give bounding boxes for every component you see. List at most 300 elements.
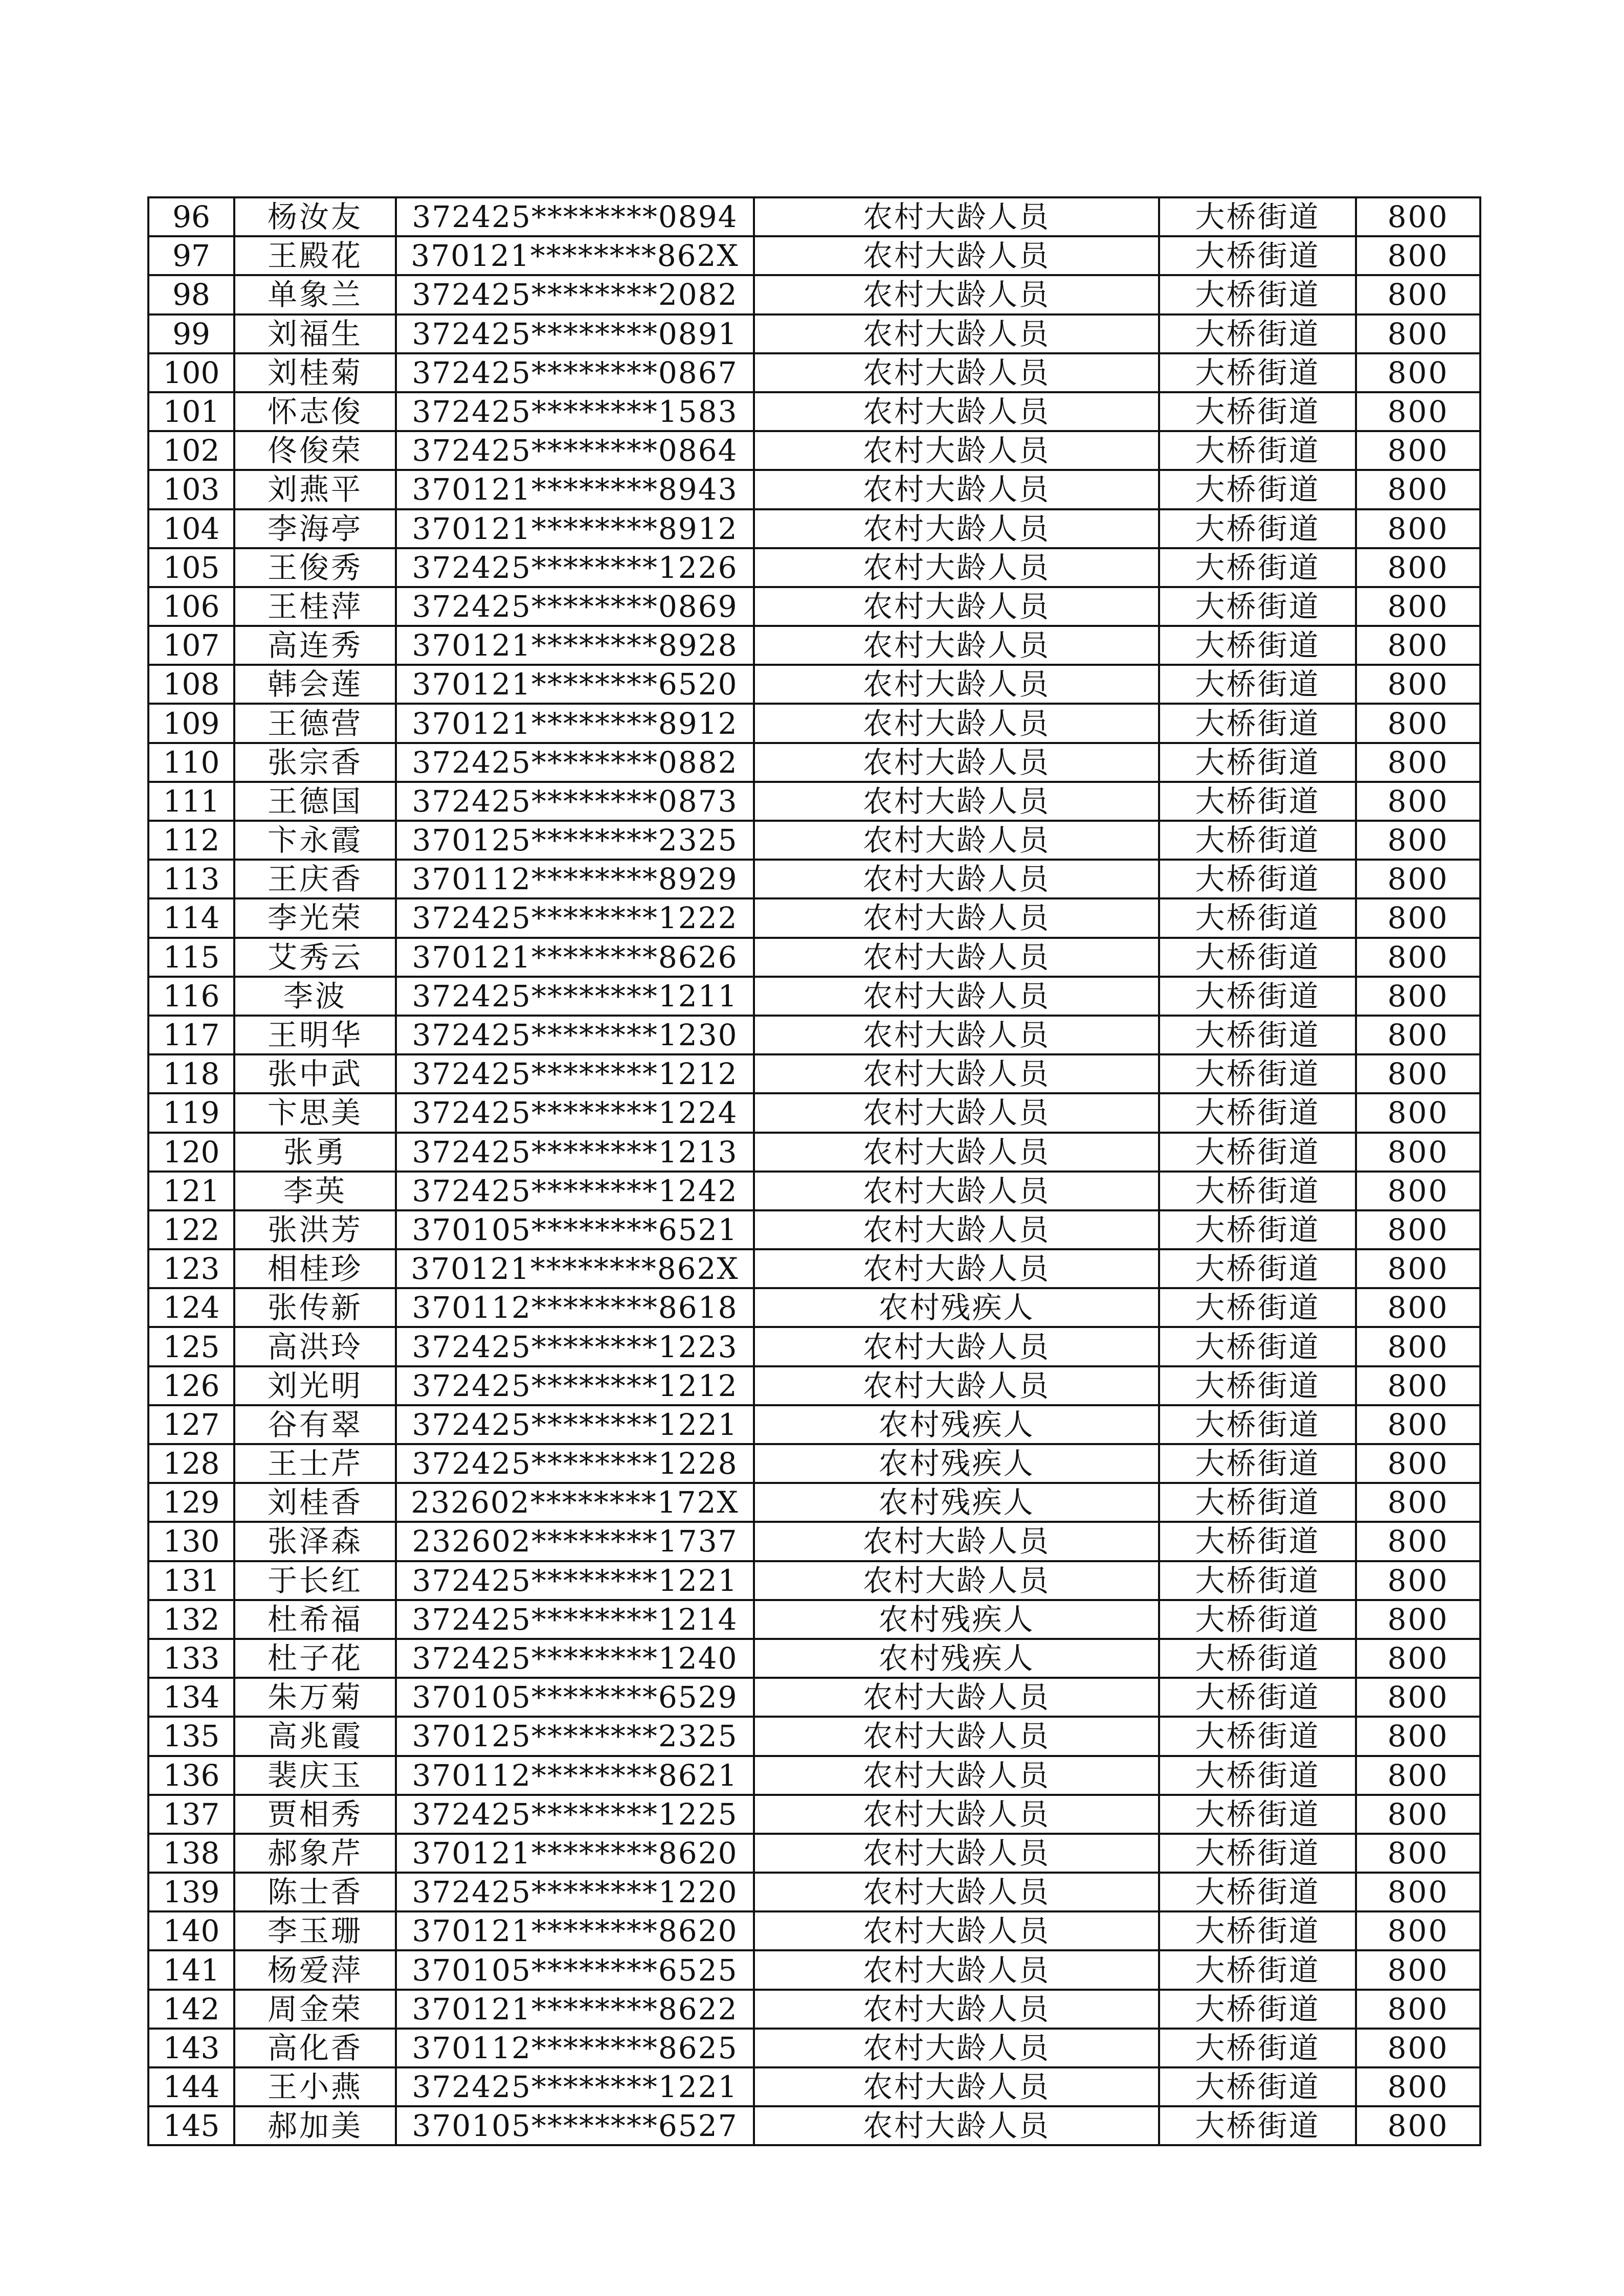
row-number: 111 [148, 782, 234, 821]
amount: 800 [1356, 665, 1480, 704]
street: 大桥街道 [1159, 1756, 1356, 1795]
person-name: 杜子花 [234, 1639, 396, 1678]
person-name: 张中武 [234, 1054, 396, 1093]
id-number: 372425********1222 [396, 898, 754, 937]
table-row [148, 898, 1480, 937]
table-row [148, 1327, 1480, 1366]
amount: 800 [1356, 743, 1480, 782]
row-number: 132 [148, 1600, 234, 1639]
street: 大桥街道 [1159, 587, 1356, 626]
id-number: 372425********1230 [396, 1016, 754, 1054]
person-name: 周金荣 [234, 1990, 396, 2029]
table-row [148, 1054, 1480, 1093]
person-name: 卞思美 [234, 1093, 396, 1132]
street: 大桥街道 [1159, 1678, 1356, 1717]
table-row [148, 1678, 1480, 1717]
category: 农村大龄人员 [754, 1522, 1159, 1561]
table-row [148, 275, 1480, 314]
id-number: 370121********8943 [396, 470, 754, 509]
street: 大桥街道 [1159, 1327, 1356, 1366]
table-row [148, 587, 1480, 626]
street: 大桥街道 [1159, 1483, 1356, 1522]
category: 农村大龄人员 [754, 1717, 1159, 1755]
category: 农村大龄人员 [754, 431, 1159, 470]
amount: 800 [1356, 1249, 1480, 1288]
amount: 800 [1356, 1093, 1480, 1132]
street: 大桥街道 [1159, 470, 1356, 509]
category: 农村大龄人员 [754, 938, 1159, 977]
table-row [148, 509, 1480, 548]
street: 大桥街道 [1159, 1016, 1356, 1054]
table-row [148, 1600, 1480, 1639]
table-row [148, 1990, 1480, 2029]
person-name: 卞永霞 [234, 821, 396, 860]
street: 大桥街道 [1159, 2029, 1356, 2067]
amount: 800 [1356, 898, 1480, 937]
category: 农村大龄人员 [754, 743, 1159, 782]
id-number: 372425********1220 [396, 1873, 754, 1911]
category: 农村大龄人员 [754, 2106, 1159, 2145]
id-number: 370112********8929 [396, 860, 754, 898]
category: 农村大龄人员 [754, 1678, 1159, 1717]
person-name: 王桂萍 [234, 587, 396, 626]
amount: 800 [1356, 275, 1480, 314]
amount: 800 [1356, 704, 1480, 742]
amount: 800 [1356, 1795, 1480, 1834]
amount: 800 [1356, 431, 1480, 470]
table-row [148, 2029, 1480, 2067]
category: 农村残疾人 [754, 1600, 1159, 1639]
street: 大桥街道 [1159, 743, 1356, 782]
id-number: 370125********2325 [396, 1717, 754, 1755]
category: 农村残疾人 [754, 1483, 1159, 1522]
row-number: 115 [148, 938, 234, 977]
row-number: 124 [148, 1288, 234, 1327]
id-number: 372425********0867 [396, 353, 754, 392]
id-number: 372425********1228 [396, 1444, 754, 1483]
table-row [148, 1561, 1480, 1600]
row-number: 139 [148, 1873, 234, 1911]
row-number: 109 [148, 704, 234, 742]
amount: 800 [1356, 1288, 1480, 1327]
person-name: 王德国 [234, 782, 396, 821]
street: 大桥街道 [1159, 665, 1356, 704]
street: 大桥街道 [1159, 1717, 1356, 1755]
table-row [148, 704, 1480, 742]
row-number: 123 [148, 1249, 234, 1288]
table-row [148, 1210, 1480, 1249]
amount: 800 [1356, 1054, 1480, 1093]
table-row [148, 2067, 1480, 2106]
category: 农村大龄人员 [754, 860, 1159, 898]
person-name: 韩会莲 [234, 665, 396, 704]
id-number: 370112********8618 [396, 1288, 754, 1327]
table-row [148, 1249, 1480, 1288]
table-row [148, 314, 1480, 353]
person-name: 杨汝友 [234, 197, 396, 236]
category: 农村大龄人员 [754, 548, 1159, 587]
category: 农村大龄人员 [754, 1873, 1159, 1911]
category: 农村大龄人员 [754, 1054, 1159, 1093]
table-row [148, 197, 1480, 236]
table-row [148, 548, 1480, 587]
row-number: 98 [148, 275, 234, 314]
person-name: 谷有翠 [234, 1405, 396, 1444]
category: 农村大龄人员 [754, 392, 1159, 431]
category: 农村大龄人员 [754, 1016, 1159, 1054]
id-number: 370105********6521 [396, 1210, 754, 1249]
table-row [148, 665, 1480, 704]
street: 大桥街道 [1159, 509, 1356, 548]
amount: 800 [1356, 821, 1480, 860]
table-row [148, 392, 1480, 431]
row-number: 96 [148, 197, 234, 236]
row-number: 141 [148, 1950, 234, 1989]
category: 农村大龄人员 [754, 977, 1159, 1016]
row-number: 135 [148, 1717, 234, 1755]
id-number: 232602********172X [396, 1483, 754, 1522]
category: 农村大龄人员 [754, 1834, 1159, 1873]
id-number: 372425********1223 [396, 1327, 754, 1366]
amount: 800 [1356, 860, 1480, 898]
row-number: 102 [148, 431, 234, 470]
category: 农村大龄人员 [754, 587, 1159, 626]
id-number: 370121********8912 [396, 704, 754, 742]
roster-table [147, 196, 1481, 2146]
row-number: 134 [148, 1678, 234, 1717]
person-name: 艾秀云 [234, 938, 396, 977]
table-row [148, 782, 1480, 821]
person-name: 郝加美 [234, 2106, 396, 2145]
category: 农村大龄人员 [754, 1795, 1159, 1834]
table-row [148, 626, 1480, 665]
category: 农村大龄人员 [754, 1366, 1159, 1405]
street: 大桥街道 [1159, 1210, 1356, 1249]
street: 大桥街道 [1159, 275, 1356, 314]
category: 农村大龄人员 [754, 1210, 1159, 1249]
street: 大桥街道 [1159, 1795, 1356, 1834]
row-number: 142 [148, 1990, 234, 2029]
street: 大桥街道 [1159, 1172, 1356, 1210]
row-number: 101 [148, 392, 234, 431]
row-number: 133 [148, 1639, 234, 1678]
amount: 800 [1356, 197, 1480, 236]
category: 农村大龄人员 [754, 314, 1159, 353]
id-number: 232602********1737 [396, 1522, 754, 1561]
amount: 800 [1356, 938, 1480, 977]
row-number: 127 [148, 1405, 234, 1444]
category: 农村大龄人员 [754, 1172, 1159, 1210]
row-number: 130 [148, 1522, 234, 1561]
category: 农村大龄人员 [754, 1911, 1159, 1950]
street: 大桥街道 [1159, 1444, 1356, 1483]
row-number: 131 [148, 1561, 234, 1600]
row-number: 112 [148, 821, 234, 860]
row-number: 125 [148, 1327, 234, 1366]
street: 大桥街道 [1159, 1873, 1356, 1911]
table-row [148, 236, 1480, 275]
table-row [148, 1288, 1480, 1327]
category: 农村大龄人员 [754, 898, 1159, 937]
amount: 800 [1356, 977, 1480, 1016]
amount: 800 [1356, 392, 1480, 431]
person-name: 李英 [234, 1172, 396, 1210]
table-row [148, 1639, 1480, 1678]
person-name: 刘桂菊 [234, 353, 396, 392]
street: 大桥街道 [1159, 1366, 1356, 1405]
table-row [148, 1950, 1480, 1989]
category: 农村残疾人 [754, 1405, 1159, 1444]
id-number: 372425********1214 [396, 1600, 754, 1639]
amount: 800 [1356, 548, 1480, 587]
table-row [148, 1522, 1480, 1561]
id-number: 372425********0882 [396, 743, 754, 782]
table-row [148, 1483, 1480, 1522]
person-name: 王明华 [234, 1016, 396, 1054]
street: 大桥街道 [1159, 2067, 1356, 2106]
table-row [148, 1717, 1480, 1755]
row-number: 108 [148, 665, 234, 704]
amount: 800 [1356, 1561, 1480, 1600]
category: 农村大龄人员 [754, 1756, 1159, 1795]
street: 大桥街道 [1159, 977, 1356, 1016]
street: 大桥街道 [1159, 1288, 1356, 1327]
category: 农村大龄人员 [754, 236, 1159, 275]
person-name: 怀志俊 [234, 392, 396, 431]
table-row [148, 977, 1480, 1016]
id-number: 372425********0869 [396, 587, 754, 626]
id-number: 372425********1212 [396, 1054, 754, 1093]
category: 农村大龄人员 [754, 197, 1159, 236]
id-number: 372425********2082 [396, 275, 754, 314]
category: 农村大龄人员 [754, 2029, 1159, 2067]
person-name: 李光荣 [234, 898, 396, 937]
row-number: 116 [148, 977, 234, 1016]
id-number: 370121********8928 [396, 626, 754, 665]
category: 农村大龄人员 [754, 1561, 1159, 1600]
row-number: 114 [148, 898, 234, 937]
table-row [148, 938, 1480, 977]
street: 大桥街道 [1159, 860, 1356, 898]
row-number: 138 [148, 1834, 234, 1873]
amount: 800 [1356, 1639, 1480, 1678]
street: 大桥街道 [1159, 1405, 1356, 1444]
amount: 800 [1356, 587, 1480, 626]
id-number: 372425********0894 [396, 197, 754, 236]
person-name: 朱万菊 [234, 1678, 396, 1717]
table-row [148, 1366, 1480, 1405]
person-name: 王士芹 [234, 1444, 396, 1483]
street: 大桥街道 [1159, 236, 1356, 275]
category: 农村大龄人员 [754, 2067, 1159, 2106]
street: 大桥街道 [1159, 1639, 1356, 1678]
id-number: 372425********1583 [396, 392, 754, 431]
person-name: 单象兰 [234, 275, 396, 314]
id-number: 370112********8621 [396, 1756, 754, 1795]
row-number: 120 [148, 1133, 234, 1172]
amount: 800 [1356, 1873, 1480, 1911]
id-number: 370105********6527 [396, 2106, 754, 2145]
street: 大桥街道 [1159, 2106, 1356, 2145]
person-name: 张传新 [234, 1288, 396, 1327]
amount: 800 [1356, 2029, 1480, 2067]
person-name: 张泽森 [234, 1522, 396, 1561]
street: 大桥街道 [1159, 548, 1356, 587]
table-row [148, 1133, 1480, 1172]
amount: 800 [1356, 1327, 1480, 1366]
row-number: 110 [148, 743, 234, 782]
row-number: 140 [148, 1911, 234, 1950]
person-name: 王俊秀 [234, 548, 396, 587]
person-name: 刘燕平 [234, 470, 396, 509]
table-row [148, 1795, 1480, 1834]
person-name: 李波 [234, 977, 396, 1016]
row-number: 128 [148, 1444, 234, 1483]
amount: 800 [1356, 1483, 1480, 1522]
amount: 800 [1356, 1133, 1480, 1172]
id-number: 370125********2325 [396, 821, 754, 860]
street: 大桥街道 [1159, 1834, 1356, 1873]
amount: 800 [1356, 2106, 1480, 2145]
id-number: 372425********0891 [396, 314, 754, 353]
amount: 800 [1356, 1950, 1480, 1989]
table-row [148, 1172, 1480, 1210]
amount: 800 [1356, 1444, 1480, 1483]
amount: 800 [1356, 1172, 1480, 1210]
street: 大桥街道 [1159, 392, 1356, 431]
person-name: 李玉珊 [234, 1911, 396, 1950]
table-row [148, 1911, 1480, 1950]
person-name: 高兆霞 [234, 1717, 396, 1755]
person-name: 佟俊荣 [234, 431, 396, 470]
person-name: 王殿花 [234, 236, 396, 275]
row-number: 100 [148, 353, 234, 392]
table-row [148, 1093, 1480, 1132]
id-number: 372425********1221 [396, 1405, 754, 1444]
person-name: 李海亭 [234, 509, 396, 548]
category: 农村大龄人员 [754, 704, 1159, 742]
street: 大桥街道 [1159, 1911, 1356, 1950]
table-row [148, 431, 1480, 470]
person-name: 郝象芹 [234, 1834, 396, 1873]
street: 大桥街道 [1159, 1950, 1356, 1989]
street: 大桥街道 [1159, 1561, 1356, 1600]
amount: 800 [1356, 1600, 1480, 1639]
row-number: 121 [148, 1172, 234, 1210]
amount: 800 [1356, 1911, 1480, 1950]
table-row [148, 2106, 1480, 2145]
street: 大桥街道 [1159, 314, 1356, 353]
street: 大桥街道 [1159, 197, 1356, 236]
table-row [148, 353, 1480, 392]
category: 农村残疾人 [754, 1288, 1159, 1327]
person-name: 杜希福 [234, 1600, 396, 1639]
amount: 800 [1356, 782, 1480, 821]
id-number: 370121********862X [396, 236, 754, 275]
row-number: 106 [148, 587, 234, 626]
row-number: 136 [148, 1756, 234, 1795]
id-number: 372425********0864 [396, 431, 754, 470]
id-number: 372425********1242 [396, 1172, 754, 1210]
street: 大桥街道 [1159, 431, 1356, 470]
amount: 800 [1356, 1678, 1480, 1717]
person-name: 张勇 [234, 1133, 396, 1172]
row-number: 117 [148, 1016, 234, 1054]
category: 农村大龄人员 [754, 1133, 1159, 1172]
table-row [148, 1016, 1480, 1054]
id-number: 372425********1213 [396, 1133, 754, 1172]
table-row [148, 1405, 1480, 1444]
street: 大桥街道 [1159, 626, 1356, 665]
amount: 800 [1356, 314, 1480, 353]
id-number: 372425********1212 [396, 1366, 754, 1405]
amount: 800 [1356, 1990, 1480, 2029]
id-number: 370105********6529 [396, 1678, 754, 1717]
row-number: 119 [148, 1093, 234, 1132]
category: 农村大龄人员 [754, 1950, 1159, 1989]
id-number: 372425********1240 [396, 1639, 754, 1678]
amount: 800 [1356, 1210, 1480, 1249]
row-number: 99 [148, 314, 234, 353]
category: 农村大龄人员 [754, 509, 1159, 548]
street: 大桥街道 [1159, 1522, 1356, 1561]
person-name: 张洪芳 [234, 1210, 396, 1249]
street: 大桥街道 [1159, 1600, 1356, 1639]
person-name: 王庆香 [234, 860, 396, 898]
category: 农村大龄人员 [754, 1990, 1159, 2029]
table-row [148, 1873, 1480, 1911]
row-number: 144 [148, 2067, 234, 2106]
amount: 800 [1356, 626, 1480, 665]
amount: 800 [1356, 1717, 1480, 1755]
id-number: 370105********6525 [396, 1950, 754, 1989]
category: 农村残疾人 [754, 1639, 1159, 1678]
id-number: 370121********862X [396, 1249, 754, 1288]
person-name: 刘桂香 [234, 1483, 396, 1522]
amount: 800 [1356, 1522, 1480, 1561]
amount: 800 [1356, 1834, 1480, 1873]
category: 农村大龄人员 [754, 821, 1159, 860]
person-name: 刘福生 [234, 314, 396, 353]
category: 农村残疾人 [754, 1444, 1159, 1483]
id-number: 370121********8620 [396, 1834, 754, 1873]
row-number: 104 [148, 509, 234, 548]
person-name: 于长红 [234, 1561, 396, 1600]
id-number: 370121********8620 [396, 1911, 754, 1950]
street: 大桥街道 [1159, 821, 1356, 860]
category: 农村大龄人员 [754, 275, 1159, 314]
person-name: 相桂珍 [234, 1249, 396, 1288]
id-number: 372425********1225 [396, 1795, 754, 1834]
street: 大桥街道 [1159, 353, 1356, 392]
person-name: 高连秀 [234, 626, 396, 665]
amount: 800 [1356, 470, 1480, 509]
street: 大桥街道 [1159, 938, 1356, 977]
row-number: 145 [148, 2106, 234, 2145]
row-number: 122 [148, 1210, 234, 1249]
table-row [148, 1444, 1480, 1483]
row-number: 118 [148, 1054, 234, 1093]
row-number: 113 [148, 860, 234, 898]
amount: 800 [1356, 2067, 1480, 2106]
street: 大桥街道 [1159, 1133, 1356, 1172]
street: 大桥街道 [1159, 782, 1356, 821]
row-number: 105 [148, 548, 234, 587]
amount: 800 [1356, 1756, 1480, 1795]
row-number: 97 [148, 236, 234, 275]
table-row [148, 1756, 1480, 1795]
table-row [148, 743, 1480, 782]
